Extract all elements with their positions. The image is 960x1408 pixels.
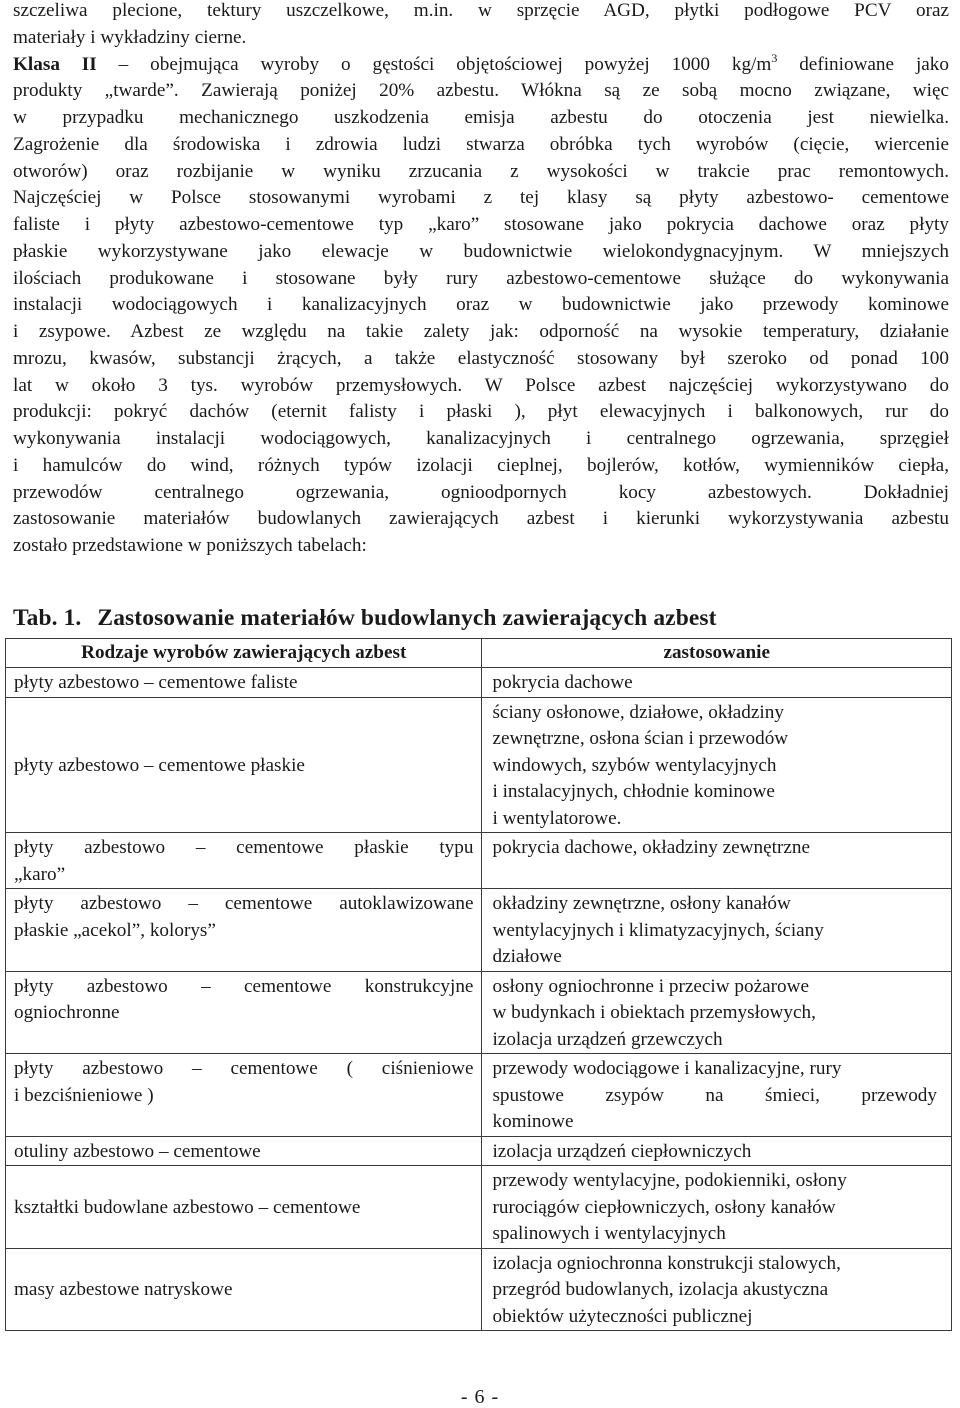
text-line: i hamulców do wind, różnych typów izolacji cieplnej, bojlerów, kotłów, wymienników ciepła, bbox=[13, 454, 949, 476]
product-line: i bezciśnieniowe ) bbox=[14, 1084, 154, 1106]
text-line-tail: definiowane jako bbox=[777, 53, 949, 75]
use-cell bbox=[482, 1166, 952, 1249]
use-line: osłony ogniochronne i przeciw pożarowe bbox=[492, 975, 809, 997]
use-line: pokrycia dachowe bbox=[492, 672, 633, 693]
superscript: 3 bbox=[771, 50, 778, 65]
header-products: Rodzaje wyrobów zawierających azbest bbox=[6, 639, 482, 668]
table-row bbox=[6, 1248, 952, 1331]
product-line: otuliny azbestowo – cementowe bbox=[14, 1140, 261, 1162]
table-row bbox=[6, 697, 952, 833]
product-line: płyty azbestowo – cementowe autoklawizowane bbox=[14, 893, 474, 914]
use-line: działowe bbox=[492, 946, 562, 967]
text-line bbox=[13, 52, 949, 79]
table-row bbox=[6, 971, 952, 1054]
text-line: wykonywania instalacji wodociągowych, kanalizacyjnych i centralnego ogrzewania, sprzęgieł bbox=[13, 428, 949, 449]
use-line: i instalacyjnych, chłodnie kominowe bbox=[492, 781, 775, 802]
product-line: płyty azbestowo – cementowe konstrukcyjne bbox=[14, 975, 474, 997]
body-paragraph bbox=[13, 0, 949, 560]
product-cell bbox=[6, 668, 482, 698]
text-line: zostało przedstawione w poniższych tabelach: bbox=[13, 535, 367, 556]
text-line: płaskie wykorzystywane jako elewacje w budownictwie wielokondygnacyjnym. W mniejszych bbox=[13, 240, 949, 262]
text-line: szczeliwa plecione, tektury uszczelkowe, m.in. w sprzęcie AGD, płytki podłogowe PCV oraz bbox=[13, 0, 949, 21]
use-cell bbox=[482, 668, 952, 698]
use-line: spalinowych i wentylacyjnych bbox=[492, 1223, 726, 1244]
table-row bbox=[6, 833, 952, 889]
use-cell bbox=[482, 1054, 952, 1137]
text-line: faliste i płyty azbestowo-cementowe typ „karo” stosowane jako pokrycia dachowe oraz płyty bbox=[13, 214, 949, 235]
product-line: ogniochronne bbox=[14, 1002, 120, 1023]
text-line: zastosowanie materiałów budowlanych zawierających azbest i kierunki wykorzystywania azbestu bbox=[13, 508, 949, 530]
use-line: okładziny zewnętrzne, osłony kanałów bbox=[492, 893, 791, 914]
product-cell bbox=[6, 697, 482, 833]
text-line: produkty „twarde”. Zawierają poniżej 20% azbestu. Włókna są ze sobą mocno związane, więc bbox=[13, 80, 949, 102]
use-line: zewnętrzne, osłona ścian i przewodów bbox=[492, 728, 789, 749]
table-row bbox=[6, 668, 952, 698]
product-cell bbox=[6, 1248, 482, 1331]
use-line: w budynkach i obiektach przemysłowych, bbox=[492, 1002, 816, 1023]
text-line: Najczęściej w Polsce stosowanymi wyrobami z tej klasy są płyty azbestowo- cementowe bbox=[13, 187, 949, 209]
use-line: przewody wentylacyjne, podokienniki, osłony bbox=[492, 1170, 847, 1191]
class-ii-label: Klasa II bbox=[13, 53, 97, 75]
product-line: masy azbestowe natryskowe bbox=[14, 1279, 233, 1300]
use-line: kominowe bbox=[492, 1111, 574, 1132]
text-line: otworów) oraz rozbijanie w wyniku zrzucania z wysokości w trakcie prac remontowych. bbox=[13, 160, 949, 182]
text-line: i zsypowe. Azbest ze względu na takie zalety jak: odporność na wysokie temperatury, działanie bbox=[13, 321, 949, 342]
product-line: płyty azbestowo – cementowe faliste bbox=[14, 672, 298, 693]
text-line-rest: – obejmująca wyroby o gęstości objętościowej powyżej 1000 kg/m bbox=[96, 53, 772, 75]
use-line: pokrycia dachowe, okładziny zewnętrzne bbox=[492, 837, 810, 858]
product-cell bbox=[6, 833, 482, 889]
use-line: obiektów użyteczności publicznej bbox=[492, 1305, 753, 1327]
use-line: wentylacyjnych i klimatyzacyjnych, ściany bbox=[492, 919, 824, 941]
table-number: Tab. 1. bbox=[13, 605, 82, 631]
product-line: „karo” bbox=[14, 863, 66, 885]
use-line: rurociągów ciepłowniczych, osłony kanałów bbox=[492, 1196, 836, 1218]
product-cell bbox=[6, 1054, 482, 1137]
use-line: przegród budowlanych, izolacja akustyczna bbox=[492, 1279, 829, 1300]
use-cell bbox=[482, 833, 952, 889]
product-cell bbox=[6, 889, 482, 972]
text-line: lat w około 3 tys. wyrobów przemysłowych. W Polsce azbest najczęściej wykorzystywano do bbox=[13, 374, 949, 396]
use-cell bbox=[482, 1136, 952, 1166]
text-line: mrozu, kwasów, substancji żrących, a także elastyczność stosowany był szeroko od ponad 100 bbox=[13, 347, 949, 369]
page-number: - 6 - bbox=[460, 1386, 500, 1408]
use-line: izolacja urządzeń ciepłowniczych bbox=[492, 1140, 752, 1162]
product-line: płyty azbestowo – cementowe płaskie bbox=[14, 754, 305, 776]
use-cell bbox=[482, 697, 952, 833]
use-cell bbox=[482, 971, 952, 1054]
text-line: Zagrożenie dla środowiska i zdrowia ludzi stwarza obróbka tych wyrobów (cięcie, wiercenie bbox=[13, 133, 949, 155]
use-line: windowych, szybów wentylacyjnych bbox=[492, 754, 777, 776]
text-line: ilościach produkowane i stosowane były rury azbestowo-cementowe służące do wykonywania bbox=[13, 267, 949, 289]
use-line: izolacja urządzeń grzewczych bbox=[492, 1028, 723, 1050]
use-cell bbox=[482, 889, 952, 972]
table-row bbox=[6, 1054, 952, 1137]
product-cell bbox=[6, 1136, 482, 1166]
text-line: produkcji: pokryć dachów (eternit falisty i płaski ), płyt elewacyjnych i balkonowych, rur do bbox=[13, 401, 949, 423]
table-header-row bbox=[6, 639, 952, 668]
use-line: spustowe zsypów na śmieci, przewody bbox=[492, 1084, 937, 1106]
use-line: izolacja ogniochronna konstrukcji stalowych, bbox=[492, 1252, 841, 1274]
table-row bbox=[6, 889, 952, 972]
text-line: przewodów centralnego ogrzewania, ognioodpornych kocy azbestowych. Dokładniej bbox=[13, 481, 949, 503]
table-row bbox=[6, 1136, 952, 1166]
product-line: płyty azbestowo – cementowe płaskie typu bbox=[14, 837, 474, 858]
table-caption: Zastosowanie materiałów budowlanych zawierających azbest bbox=[97, 605, 717, 631]
text-line: materiały i wykładziny cierne. bbox=[13, 26, 247, 48]
text-line: w przypadku mechanicznego uszkodzenia emisja azbestu do otoczenia jest niewielka. bbox=[13, 107, 949, 128]
header-use: zastosowanie bbox=[482, 639, 952, 668]
asbestos-materials-table bbox=[5, 638, 952, 1331]
text-line: instalacji wodociągowych i kanalizacyjnych oraz w budownictwie jako przewody kominowe bbox=[13, 294, 949, 316]
use-line: ściany osłonowe, działowe, okładziny bbox=[492, 701, 784, 723]
table-row bbox=[6, 1166, 952, 1249]
product-cell bbox=[6, 971, 482, 1054]
product-line: płyty azbestowo – cementowe ( ciśnieniowe bbox=[14, 1058, 474, 1079]
product-line: kształtki budowlane azbestowo – cementowe bbox=[14, 1196, 361, 1218]
use-line: i wentylatorowe. bbox=[492, 807, 622, 829]
product-line: płaskie „acekol”, kolorys” bbox=[14, 919, 216, 941]
product-cell bbox=[6, 1166, 482, 1249]
table-title bbox=[13, 605, 717, 632]
use-cell bbox=[482, 1248, 952, 1331]
use-line: przewody wodociągowe i kanalizacyjne, rury bbox=[492, 1058, 842, 1079]
